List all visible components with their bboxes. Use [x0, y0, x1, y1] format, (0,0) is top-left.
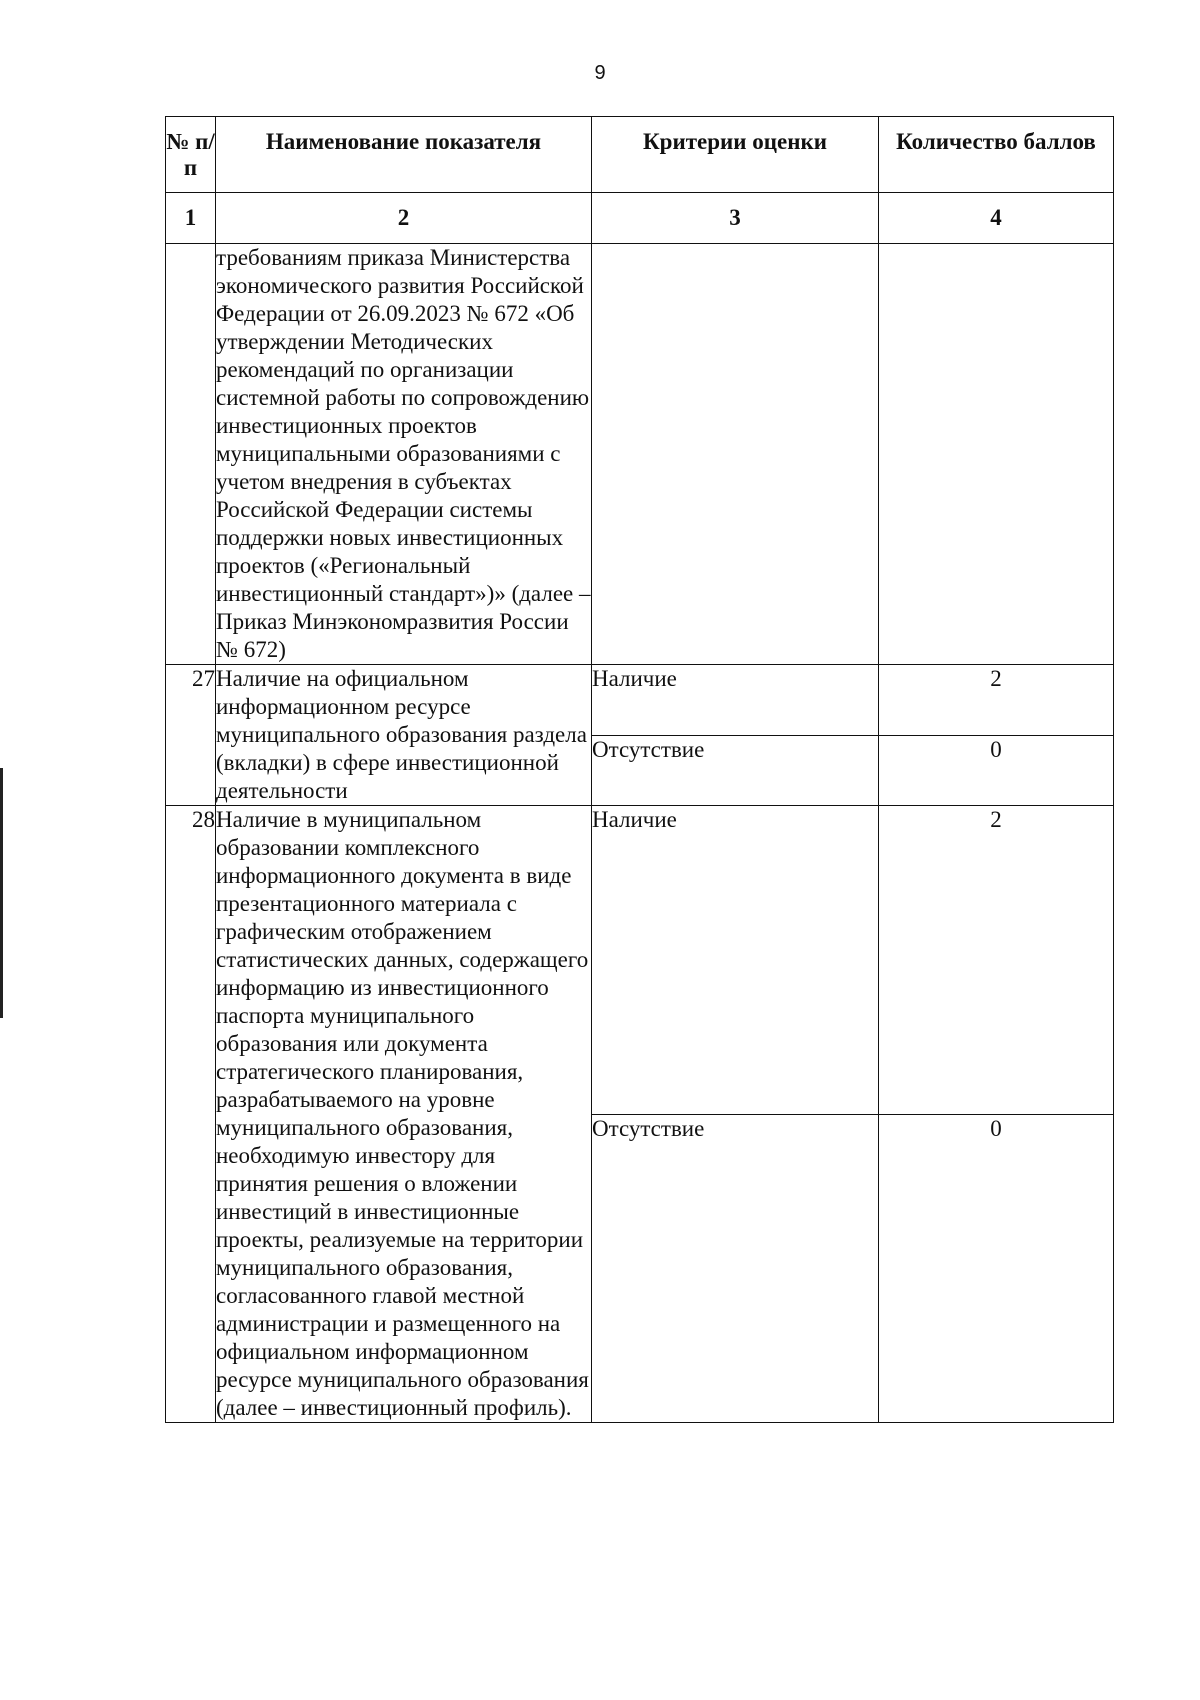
table-header-row: [166, 117, 1114, 193]
column-number-2: 2: [216, 193, 592, 244]
table-row: [166, 806, 1114, 1115]
criterion-label: Отсутствие: [592, 735, 879, 806]
row-number: 28: [166, 806, 216, 1423]
row-number: 27: [166, 665, 216, 806]
criterion-points: 2: [879, 806, 1114, 1115]
scan-margin-mark: [0, 768, 3, 1018]
criterion-label: Наличие: [592, 806, 879, 1115]
table-row-continuation: [166, 244, 1114, 665]
continuation-criteria-cell: [592, 244, 879, 665]
criterion-points: 0: [879, 1114, 1114, 1423]
criterion-points: 0: [879, 735, 1114, 806]
continuation-num-cell: [166, 244, 216, 665]
criteria-table: [165, 116, 1114, 1423]
header-criteria: Критерии оценки: [592, 117, 879, 193]
column-number-4: 4: [879, 193, 1114, 244]
criterion-label: Наличие: [592, 665, 879, 736]
indicator-name: Наличие на официальном информационном ресурсе муниципального образования раздела (вкладки) в сфере инвестиционной деятельности: [216, 665, 592, 806]
continuation-points-cell: [879, 244, 1114, 665]
column-number-row: [166, 193, 1114, 244]
header-name: Наименование показателя: [216, 117, 592, 193]
indicator-name: Наличие в муниципальном образовании комплексного информационного документа в виде презентационного материала с графическим отображением статистических данных, содержащего информацию из инвестиционного паспорта муниципального образования или документа стратегического планирования, разрабатываемого на уровне муниципального образования, необходимую инвестору для принятия решения о вложении инвестиций в инвестиционные проекты, реализуемые на территории муниципального образования, согласованного главой местной администрации и размещенного на официальном информационном ресурсе муниципального образования (далее – инвестиционный профиль).: [216, 806, 592, 1423]
column-number-1: 1: [166, 193, 216, 244]
criterion-points: 2: [879, 665, 1114, 736]
table-row: [166, 665, 1114, 736]
header-points: Количество баллов: [879, 117, 1114, 193]
header-num: № п/п: [166, 117, 216, 193]
column-number-3: 3: [592, 193, 879, 244]
criterion-label: Отсутствие: [592, 1114, 879, 1423]
continuation-text: требованиям приказа Министерства экономического развития Российской Федерации от 26.09.2023 № 672 «Об утверждении Методических рекомендаций по организации системной работы по сопровождению инвестиционных проектов муниципальными образованиями с учетом внедрения в субъектах Российской Федерации системы поддержки новых инвестиционных проектов («Региональный инвестиционный стандарт»)» (далее – Приказ Минэкономразвития России № 672): [216, 244, 592, 665]
page-number: 9: [594, 62, 606, 84]
